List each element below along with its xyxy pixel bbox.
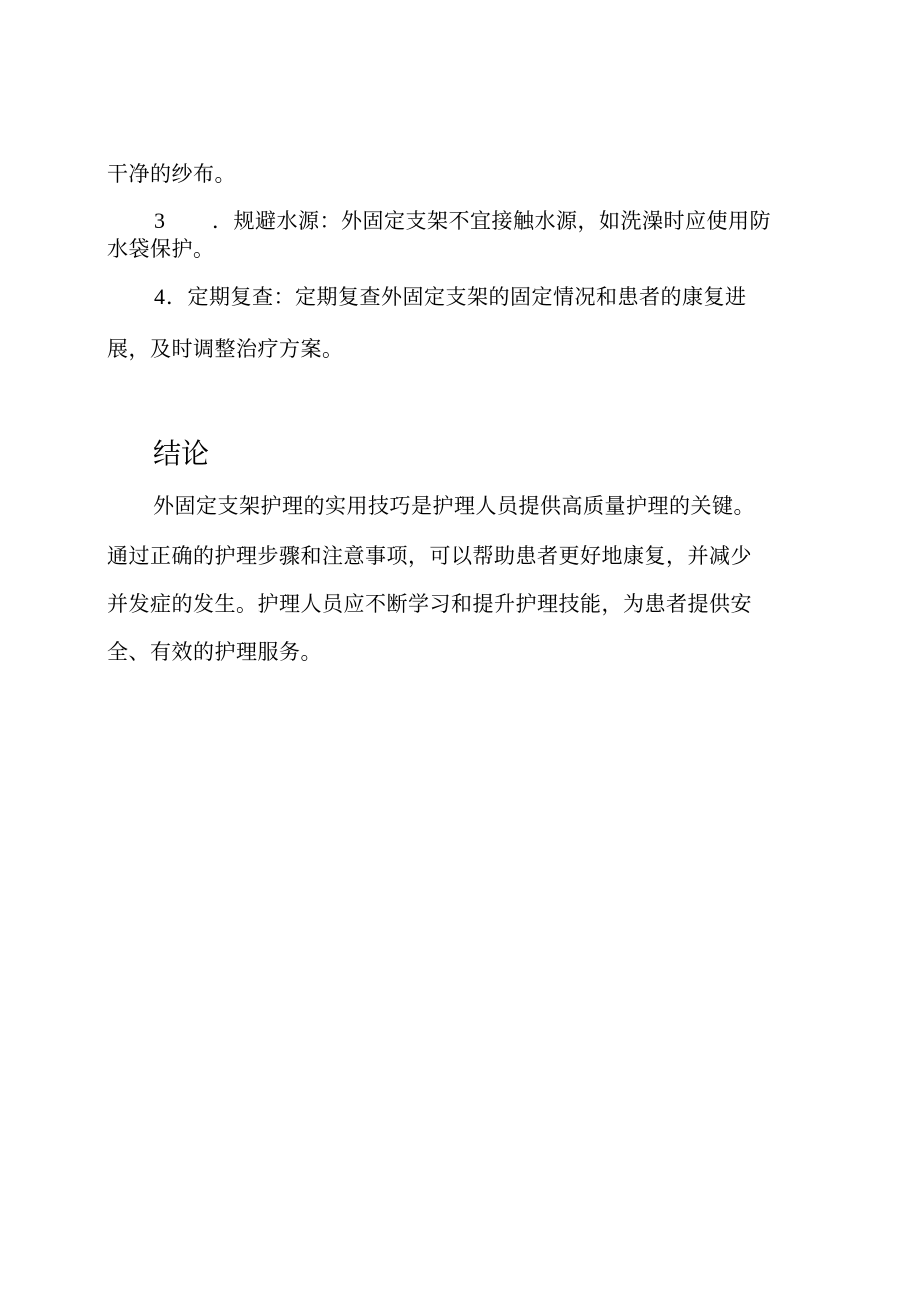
- section-heading: 结论: [153, 437, 210, 470]
- conclusion-line-3: 并发症的发生。护理人员应不断学习和提升护理技能，为患者提供安: [107, 592, 752, 616]
- list-item-4-line-1: ．定期复查：定期复查外固定支架的固定情况和患者的康复进: [166, 285, 747, 309]
- conclusion-line-2: 通过正确的护理步骤和注意事项，可以帮助患者更好地康复，并减少: [107, 544, 752, 568]
- list-item-3-line-1: ．规避水源：外固定支架不宜接触水源，如洗澡时应使用防: [212, 209, 771, 233]
- list-item-4-number: [154, 283, 166, 311]
- list-number: 4: [154, 284, 166, 309]
- list-number: 3: [154, 208, 166, 233]
- conclusion-line-4: 全、有效的护理服务。: [107, 640, 322, 664]
- conclusion-line-1: 外固定支架护理的实用技巧是护理人员提供高质量护理的关键。: [153, 494, 755, 518]
- list-item-3-number: [154, 207, 166, 235]
- list-item-4-line-2: 展，及时调整治疗方案。: [107, 337, 344, 361]
- paragraph-tail: 干净的纱布。: [107, 162, 236, 186]
- list-item-3-line-2: 水袋保护。: [107, 237, 215, 261]
